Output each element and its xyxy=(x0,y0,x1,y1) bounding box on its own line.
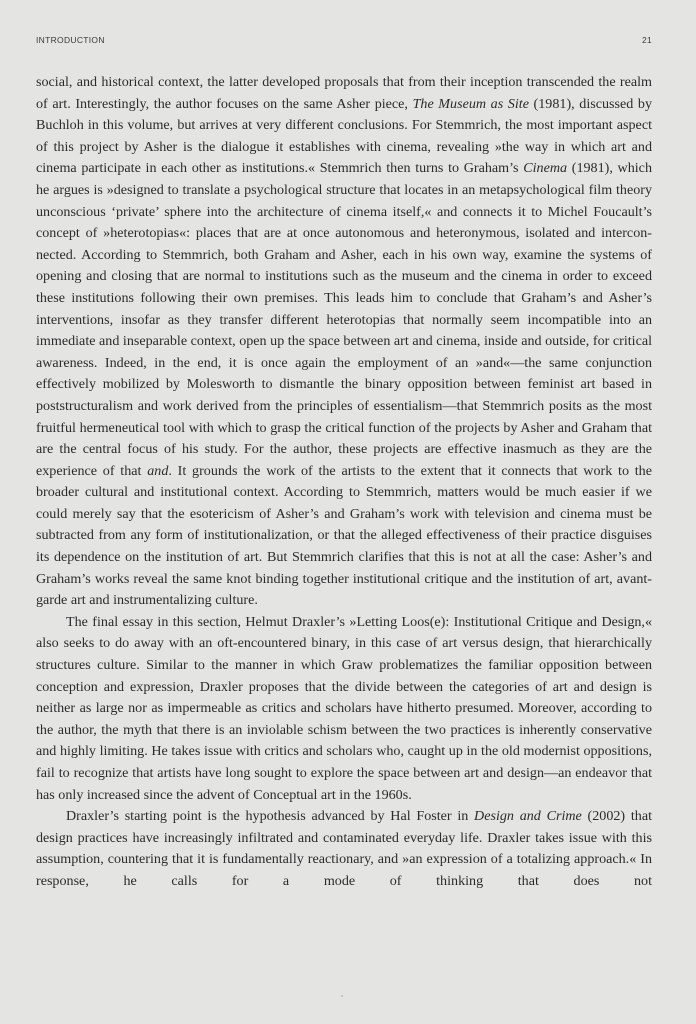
text-run: Draxler’s starting point is the hypothesis advanced by Hal Foster in xyxy=(66,808,475,825)
text-run: The final essay in this section, Helmut Draxler’s »Letting Loos(e): Institutional Critique and Design,« also seeks to do away with an oft-encountered binary, in this case of art versus design, that hierarchically structures culture. Similar to the manner in which Graw problematizes the familiar opposition between conception and expression, Draxler proposes that the divide between the categories of art and design is neither as large nor as impermeable as critics and scholars have hitherto presumed. Moreover, according to the author, the myth that there is an inviolable schism between the two practices is inherently conservative and highly limiting. He takes issue with critics and scholars who, caught up in the old modernist oppositions, fail to recognize that artists have long sought to explore the space between art and design—an endeavor that has only increased since the advent of Conceptual art in the 1960s. xyxy=(36,613,652,803)
text-run: . It grounds the work of the artists to the extent that it connects that work to the broader cultural and institutional context. According to Stemmrich, matters would be much easier if we could merely say that the esotericism of Asher’s and Graham’s work with television and cinema must be subtracted from any form of institutionalization, or that the alleged effectiveness of their practice disguises its dependence on the institution of art. But Stemmrich clarifies that this is not at all the case: Asher’s and Graham’s works reveal the same knot binding together institutional critique and the institution of art, avant-garde art and instrumentalizing culture. xyxy=(36,462,652,609)
book-title-design-and-crime: Design and Crime xyxy=(474,808,582,825)
page-number: 21 xyxy=(641,35,652,45)
paper-speck xyxy=(341,995,343,997)
text-run: social, and historical context, the latter developed proposals that from their inception transcended the realm of art. Interestingly, the author focuses on the same Asher piece, xyxy=(36,74,652,112)
work-title-museum-as-site: The Museum as Site xyxy=(412,95,529,112)
paragraph-draxler-essay xyxy=(36,612,652,806)
body-text xyxy=(36,72,652,893)
paragraph-stemmrich-continued xyxy=(36,72,652,612)
text-run: (2002) that design practices have increasingly infiltrated and contaminated everyday life. Draxler takes issue with this assumption, countering that it is fundamentally reactionary, and »an expression of a totalizing approach.« In response, he calls for a mode of thinking that does not xyxy=(36,808,652,889)
work-title-cinema: Cinema xyxy=(523,160,568,177)
text-run: (1981), which he argues is »designed to translate a psychological structure that locates in an metapsychological film theory unconscious ‘private’ sphere into the architecture of cinema itself,« and connects it to Michel Foucault’s concept of »heterotopias«: places that are at once autonomous and heteronymous, isolated and interconnected. According to Stemmrich, both Graham and Asher, each in his own way, examine the systems of opening and closing that are normal to institutions such as the museum and the cinema in order to exceed these institutions following their own premises. This leads him to conclude that Graham’s and Asher’s interventions, insofar as they transfer different heterotopias that normally seem incompatible into an immediate and inseparable context, open up the space between art and cinema, inside and outside, for critical awareness. Indeed, in the end, it is once again the employment of an »and«—the same conjunction effectively mobilized by Molesworth to dismantle the binary opposition between feminist art based in poststructuralism and work derived from the principles of essentialism—that Stemmrich posits as the most fruitful hermeneutical tool with which to grasp the critical function of the projects by Asher and Graham that are the central focus of his study. For the author, these projects are effective inasmuch as they are the experience of that xyxy=(36,160,652,479)
paragraph-draxler-foster xyxy=(36,806,652,892)
running-head-section-title: INTRODUCTION xyxy=(36,35,105,45)
emphasis-and: and xyxy=(147,462,169,479)
text-run: (1981), discussed by Buchloh in this volume, but arrives at very different conclusions. For Stemmrich, the most important aspect of this project by Asher is the dialogue it establishes with cinema, revealing »the way in which art and cinema participate in each other as institutions.« Stemmrich then turns to Graham’s xyxy=(36,95,652,177)
running-head xyxy=(36,35,652,47)
